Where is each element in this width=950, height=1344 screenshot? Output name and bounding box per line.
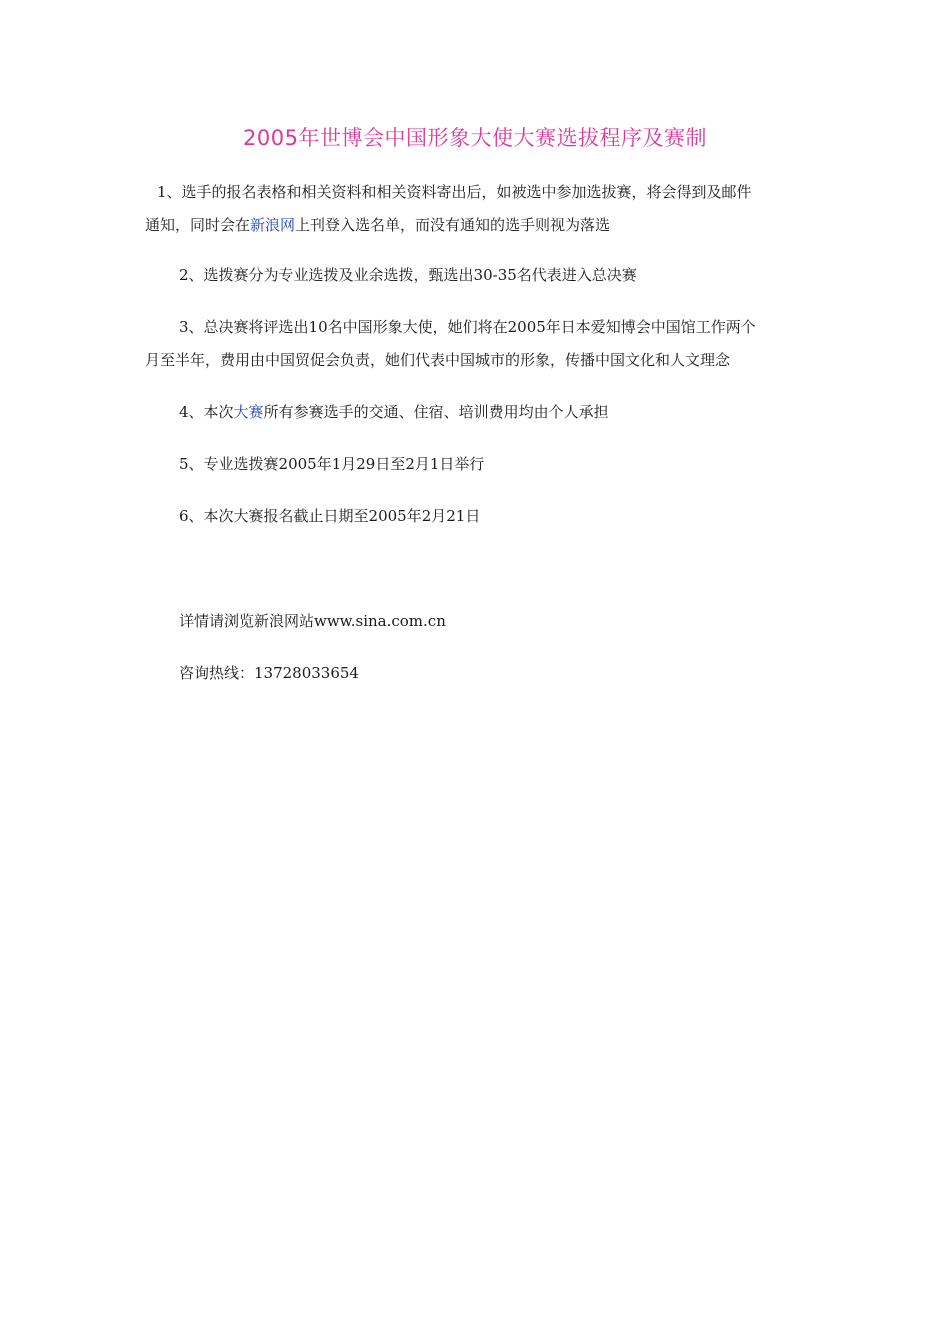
details-text: 详情请浏览新浪网站www.sina.com.cn	[179, 612, 446, 630]
rule-paragraph-4	[145, 396, 810, 429]
contest-link[interactable]: 大赛	[233, 403, 264, 421]
hotline-text: 咨询热线：13728033654	[179, 664, 359, 682]
rule-1-text-before-link: 通知，同时会在	[145, 216, 251, 234]
rule-paragraph-6	[145, 500, 810, 533]
hotline-paragraph	[145, 657, 810, 690]
page-title: 2005年世博会中国形象大使大赛选拔程序及赛制	[243, 126, 707, 150]
rule-paragraph-3	[145, 311, 810, 377]
rule-4-text-after-link: 所有参赛选手的交通、住宿、培训费用均由个人承担	[263, 403, 609, 421]
rule-paragraph-1	[145, 176, 810, 242]
details-paragraph	[145, 605, 810, 638]
rule-paragraph-2	[145, 259, 810, 292]
rule-4-line	[179, 396, 810, 429]
rule-3-line-1: 3、总决赛将评选出10名中国形象大使，她们将在2005年日本爱知博会中国馆工作两个	[179, 318, 756, 336]
rule-paragraph-5	[145, 448, 810, 481]
rule-5-text: 5、专业选拨赛2005年1月29日至2月1日举行	[179, 455, 485, 473]
rule-3-line-2: 月至半年，费用由中国贸促会负责，她们代表中国城市的形象，传播中国文化和人文理念	[145, 351, 731, 369]
rule-1-line-1: 1、选手的报名表格和相关资料和相关资料寄出后，如被选中参加选拔赛，将会得到及邮件	[157, 183, 752, 201]
rule-1-text-after-link: 上刊登入选名单，而没有通知的选手则视为落选	[295, 216, 611, 234]
rule-2-text: 2、选拨赛分为专业选拨及业余选拨，甄选出30-35名代表进入总决赛	[179, 266, 637, 284]
rule-4-text-before-link: 4、本次	[179, 403, 234, 421]
rule-6-text: 6、本次大赛报名截止日期至2005年2月21日	[179, 507, 481, 525]
rule-1-line-2	[145, 209, 810, 242]
sina-link[interactable]: 新浪网	[250, 216, 296, 234]
